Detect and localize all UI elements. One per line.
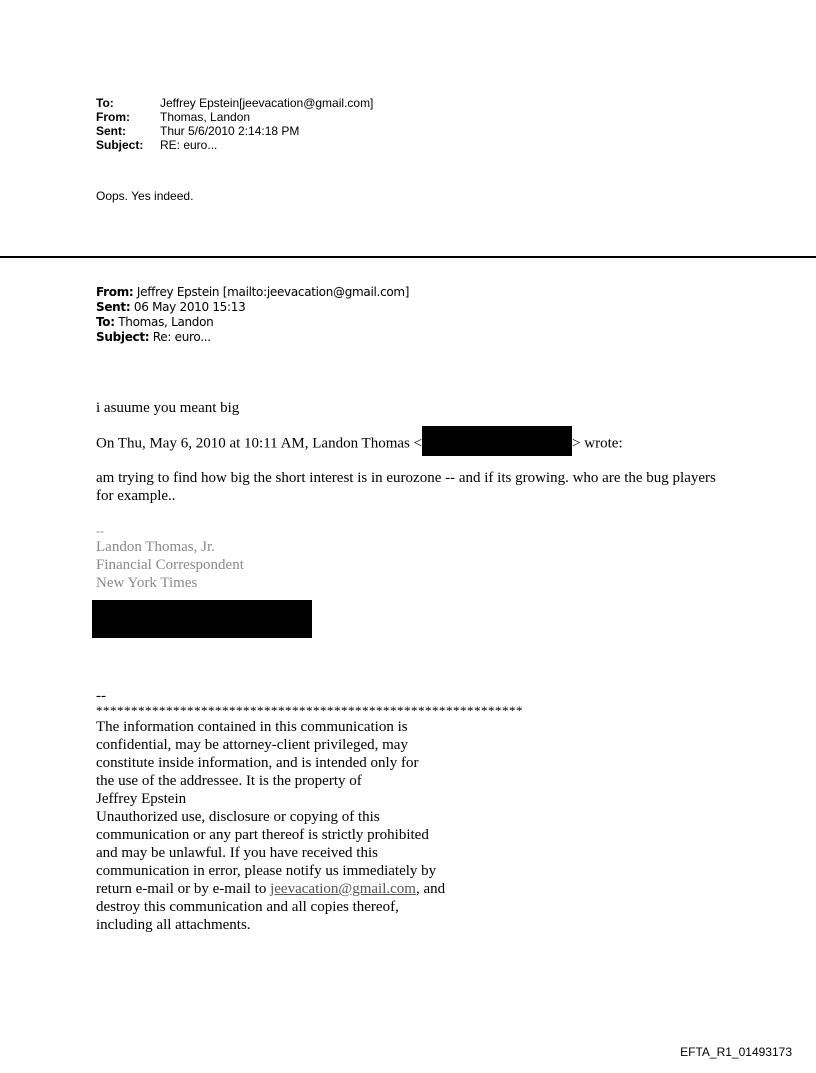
disclaimer-line: Jeffrey Epstein (96, 791, 187, 807)
signature-name: Landon Thomas, Jr. (96, 539, 215, 555)
redaction-block (92, 600, 312, 638)
quoted-subject-row (96, 330, 409, 345)
to-row (96, 96, 373, 110)
from-label: From: (96, 110, 130, 124)
document-id: EFTA_R1_01493173 (680, 1045, 792, 1059)
disclaimer-line: The information contained in this communication is (96, 719, 408, 735)
quoted-sent-row (96, 300, 409, 315)
disclaimer-line: Unauthorized use, disclosure or copying of this (96, 809, 380, 825)
from-row (96, 110, 373, 124)
quoted-to-value: Thomas, Landon (118, 315, 214, 329)
disclaimer-line: and may be unlawful. If you have received this (96, 845, 378, 861)
reply-intro-before: On Thu, May 6, 2010 at 10:11 AM, Landon Thomas < (96, 435, 423, 452)
subject-row (96, 138, 373, 152)
disclaimer-block (96, 688, 616, 934)
quoted-email-header (96, 285, 409, 345)
email-link[interactable]: jeevacation@gmail.com (270, 881, 416, 897)
disclaimer-stars: ************************************************************* (96, 703, 523, 718)
subject-label: Subject: (96, 138, 144, 152)
sent-value: Thur 5/6/2010 2:14:18 PM (160, 124, 300, 138)
reply-intro (96, 432, 623, 456)
signature-dashes: -- (96, 524, 104, 538)
quoted-to-row (96, 315, 409, 330)
disclaimer-line: communication in error, please notify us immediately by (96, 863, 437, 879)
message-divider (0, 256, 816, 258)
disclaimer-line: destroy this communication and all copies thereof, (96, 899, 399, 915)
redaction-email (422, 426, 572, 456)
quoted-sent-label: Sent: (96, 300, 131, 314)
subject-value: RE: euro... (160, 138, 218, 152)
disclaimer-line: constitute inside information, and is intended only for (96, 755, 419, 771)
quoted-from-row (96, 285, 409, 300)
quoted-from-label: From: (96, 285, 134, 299)
quoted-sent-value: 06 May 2010 15:13 (133, 300, 246, 314)
quoted-subject-label: Subject: (96, 330, 150, 344)
top-email-header (96, 96, 373, 152)
reply-intro-after: > wrote: (572, 435, 623, 452)
disclaimer-line: confidential, may be attorney-client privileged, may (96, 737, 408, 753)
disclaimer-line: the use of the addressee. It is the property of (96, 773, 362, 789)
signature-title: Financial Correspondent (96, 557, 244, 573)
signature-org: New York Times (96, 575, 198, 591)
to-value: Jeffrey Epstein[jeevacation@gmail.com] (160, 96, 374, 110)
disclaimer-line: including all attachments. (96, 917, 251, 933)
top-email-body: Oops. Yes indeed. (96, 189, 194, 203)
disclaimer-line: communication or any part thereof is strictly prohibited (96, 827, 429, 843)
disclaimer-link-line (96, 880, 616, 898)
quoted-to-label: To: (96, 315, 115, 329)
disclaimer-link-before: return e-mail or by e-mail to (96, 881, 271, 897)
disclaimer-dashes: -- (96, 688, 106, 704)
quoted-from-value: Jeffrey Epstein [mailto:jeevacation@gmail.com] (136, 285, 410, 299)
quoted-body-line: i asuume you meant big (96, 400, 240, 416)
original-message: am trying to find how big the short interest is in eurozone -- and if its growing. who are the bug players for example.. (96, 470, 716, 504)
to-label: To: (96, 96, 114, 110)
sent-row (96, 124, 373, 138)
sent-label: Sent: (96, 124, 126, 138)
from-value: Thomas, Landon (160, 110, 251, 124)
disclaimer-link-after: , and (415, 881, 446, 897)
quoted-subject-value: Re: euro... (152, 330, 211, 344)
signature-block (96, 524, 244, 592)
